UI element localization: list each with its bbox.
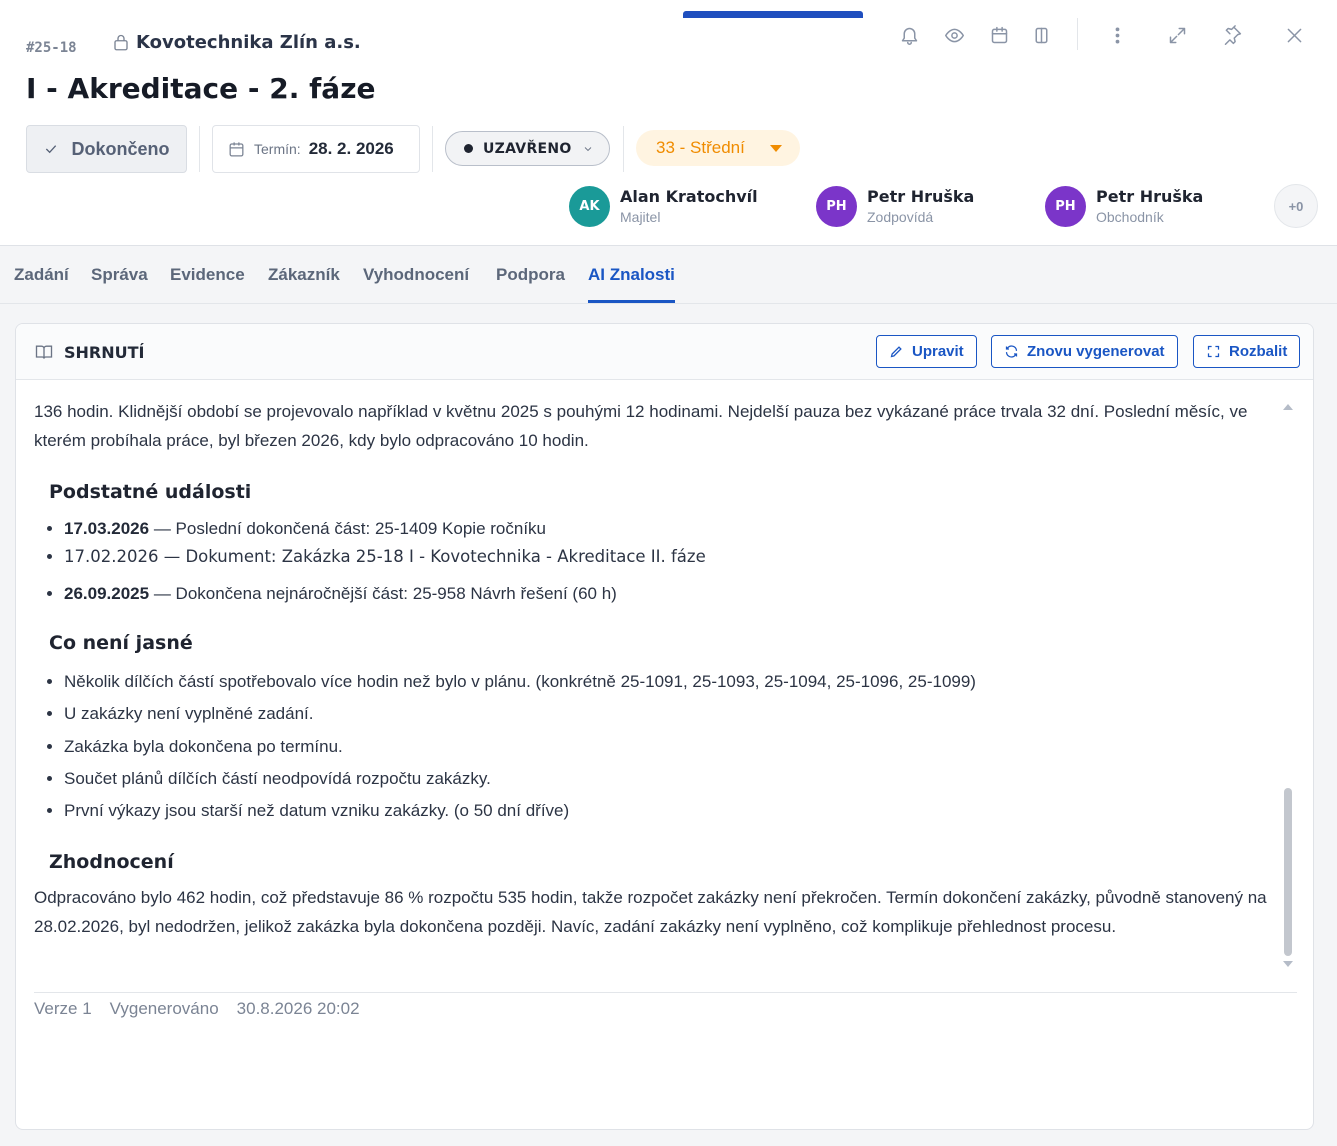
event-text: 17.02.2026 — Dokument: Zakázka 25-18 I - Kovotechnika - Akreditace II. fáze [64,547,706,566]
events-heading: Podstatné události [49,481,252,503]
summary-footer [34,997,360,1021]
page-title: I - Akreditace - 2. fáze [26,72,376,105]
eye-icon [944,25,965,46]
columns-icon [1031,25,1052,46]
list-item [64,543,1284,571]
deadline-field[interactable] [212,125,420,173]
divider [34,992,1297,993]
event-text: — Dokončena nejnáročnější část: 25-958 Návrh řešení (60 h) [149,584,617,603]
bell-icon [899,25,920,46]
tab-bar [0,247,1337,304]
divider [199,126,200,172]
summary-card-header [16,324,1313,380]
unclear-list [64,666,1284,827]
state-dropdown[interactable] [445,131,610,166]
tab-sprava[interactable]: Správa [91,265,148,284]
regenerate-button-label: Znovu vygenerovat [1027,343,1165,360]
watch-button[interactable] [939,20,969,50]
list-item: • Zakázka byla dokončena po termínu. [64,731,1284,763]
person-role: Obchodník [1096,209,1164,225]
expand-button-label: Rozbalit [1229,343,1288,360]
tab-podpora[interactable]: Podpora [496,265,565,284]
close-button[interactable] [1279,20,1309,50]
state-label: UZAVŘENO [483,140,572,157]
toolbar-divider [1077,18,1078,50]
maximize-button[interactable] [1162,20,1192,50]
generated-timestamp: 30.8.2026 20:02 [236,999,360,1018]
tab-zadani[interactable]: Zadání [14,265,69,284]
expand-button[interactable] [1193,335,1300,368]
person-responsible[interactable] [816,184,974,228]
detail-header [0,0,1337,246]
tab-ai-znalosti[interactable]: AI Znalosti [588,247,675,303]
summary-card [15,323,1314,1130]
check-icon [43,141,59,157]
person-name: Petr Hruška [867,187,975,206]
person-name: Petr Hruška [1096,187,1204,206]
event-text: — Poslední dokončená část: 25-1409 Kopie ročníku [149,519,547,538]
person-name: Alan Kratochvíl [620,187,758,206]
avatar: PH [816,186,857,227]
summary-content [34,397,1284,941]
avatar: AK [569,186,610,227]
events-list [64,515,1284,608]
person-role: Zodpovídá [867,209,934,225]
pencil-icon [889,344,904,359]
priority-dropdown[interactable] [636,130,800,166]
evaluation-heading: Zhodnocení [49,851,174,874]
book-icon [34,342,54,362]
divider [623,126,624,172]
expand-icon [1167,25,1188,46]
summary-intro: 136 hodin. Klidnější období se projevovalo například v květnu 2025 s pouhými 12 hodinami. Nejdelší pauza bez vykázané práce trvala 32 dní. Poslední měsíc, ve kterém probíhala práce, byl březen 2026, kdy bylo odpracováno 10 hodin. [34,402,1248,450]
top-accent-bar [683,11,863,18]
scroll-down-arrow-icon[interactable] [1283,961,1293,967]
list-item [64,515,1284,543]
refresh-icon [1004,344,1019,359]
status-button[interactable] [26,125,187,173]
priority-label: 33 - Střední [656,138,745,157]
generated-label: Vygenerováno [109,999,219,1018]
status-label: Dokončeno [71,138,170,159]
chevron-down-icon [582,143,594,155]
summary-title [34,342,144,362]
calendar-button[interactable] [984,20,1014,50]
more-people-button[interactable]: +0 [1274,184,1318,228]
deadline-label: Termín: [254,141,301,157]
pin-button[interactable] [1217,20,1247,50]
company-icon [112,34,130,52]
summary-title-label: SHRNUTÍ [64,342,145,362]
event-date: 26.09.2025 [64,584,150,603]
split-view-button[interactable] [1026,20,1056,50]
tab-zakaznik[interactable]: Zákazník [268,265,340,284]
evaluation-text: Odpracováno bylo 462 hodin, což představuje 86 % rozpočtu 535 hodin, takže rozpočet zakázky není překročen. Termín dokončení zakázky, původně stanovený na 28.02.2026, byl nedodržen, jelikož zakázka byla dokončena později. Navíc, zadání zakázky není vyplněno, což komplikuje přehlednost procesu. [34,888,1267,937]
person-owner[interactable] [569,184,758,228]
state-dot-icon [464,144,473,153]
edit-button-label: Upravit [912,343,964,360]
company-link[interactable] [112,32,361,53]
list-item: • Součet plánů dílčích částí neodpovídá rozpočtu zakázky. [64,763,1284,795]
list-item: • Několik dílčích částí spotřebovalo více hodin než bylo v plánu. (konkrétně 25-1091, 25-1093, 25-1094, 25-1096, 25-1099) [64,666,1284,698]
scroll-up-arrow-icon[interactable] [1283,404,1293,410]
list-item: • U zakázky není vyplněné zadání. [64,698,1284,730]
deadline-value: 28. 2. 2026 [308,139,394,158]
edit-button[interactable] [876,335,977,368]
fullscreen-icon [1206,344,1221,359]
caret-down-icon [770,145,782,152]
notification-button[interactable] [894,20,924,50]
unclear-heading: Co není jasné [49,632,193,654]
regenerate-button[interactable] [991,335,1178,368]
scrollbar-thumb[interactable] [1284,788,1292,956]
pin-icon [1222,25,1243,46]
company-name: Kovotechnika Zlín a.s. [136,32,361,53]
event-date: 17.03.2026 [64,519,150,538]
avatar: PH [1045,186,1086,227]
close-icon [1284,25,1305,46]
calendar-icon [989,25,1010,46]
list-item: • První výkazy jsou starší než datum vzniku zakázky. (o 50 dní dříve) [64,795,1284,827]
person-role: Majitel [620,209,661,225]
divider [432,126,433,172]
more-button[interactable] [1102,20,1132,50]
tab-vyhodnoceni[interactable]: Vyhodnocení [363,265,470,284]
job-id: #25-18 [26,40,77,56]
list-item [64,580,1284,608]
more-vertical-icon [1107,25,1128,46]
version-label: Verze 1 [34,999,92,1018]
calendar-icon [227,140,246,159]
person-sales[interactable] [1045,184,1203,228]
tab-evidence[interactable]: Evidence [170,265,245,284]
